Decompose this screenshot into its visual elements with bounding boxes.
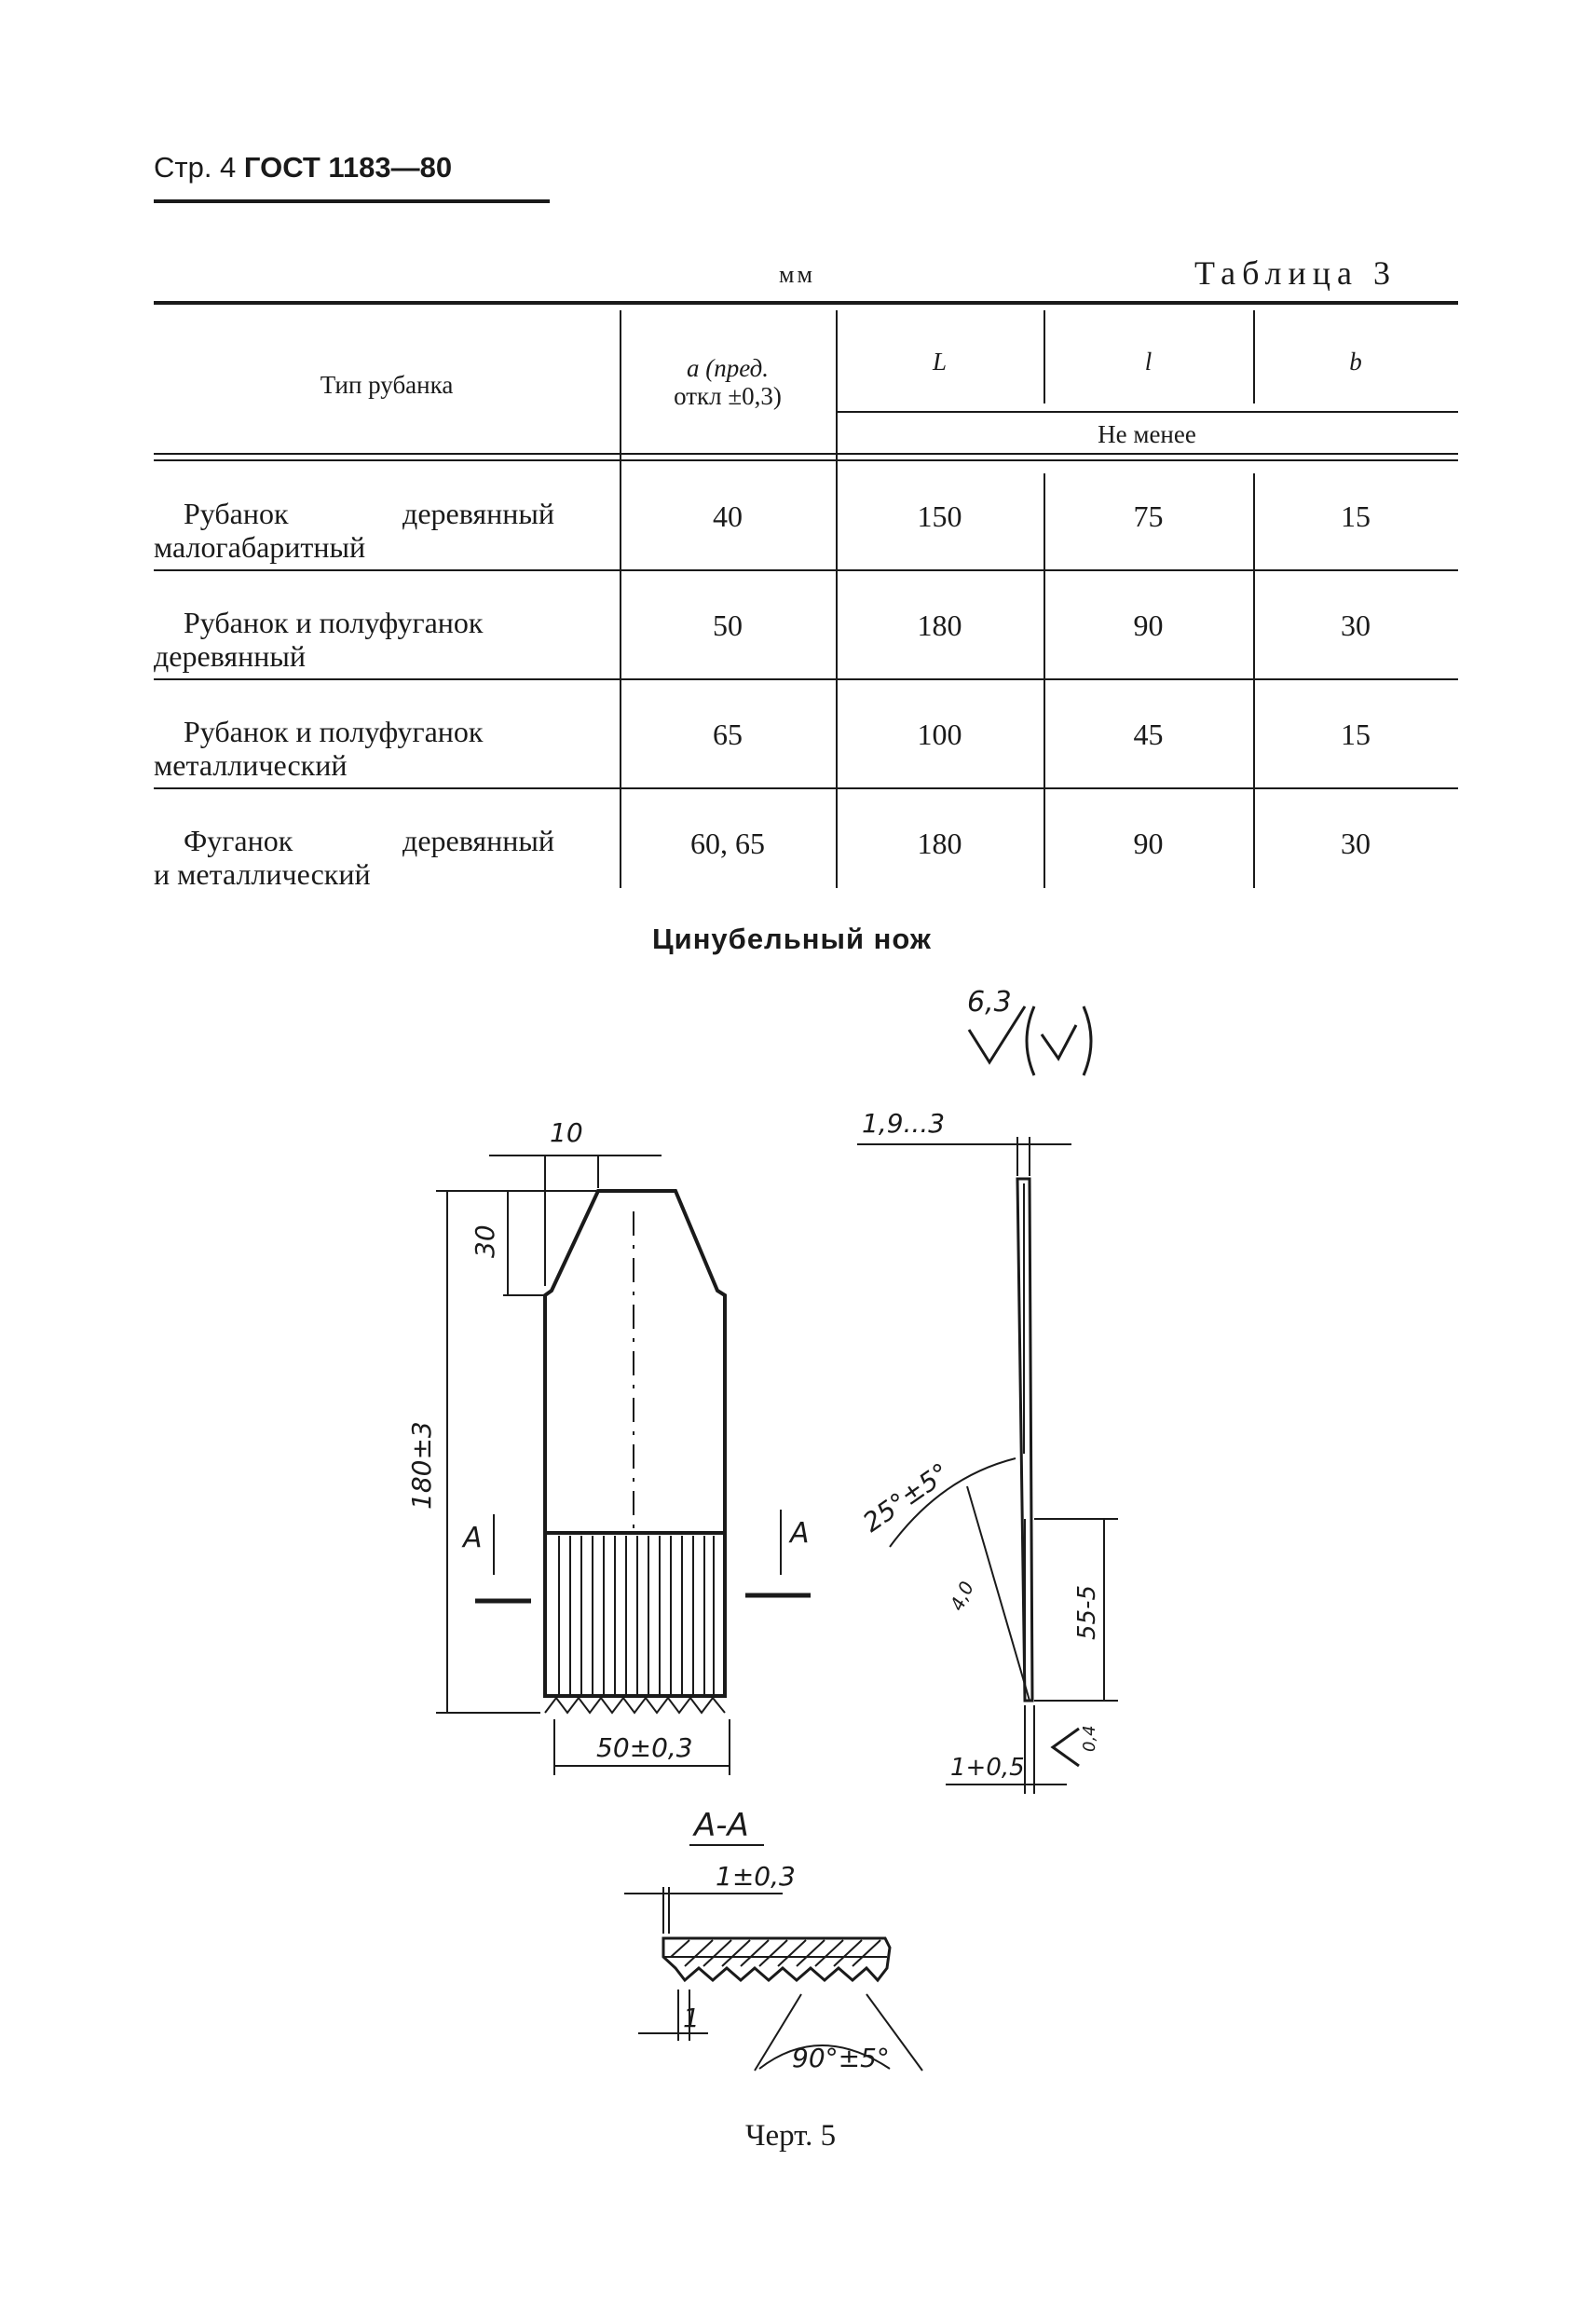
page-number: Стр. 4 [154, 151, 237, 184]
row-2-a: 50 [713, 609, 743, 642]
dim-length: 180±3 [406, 1421, 437, 1510]
col-header-not-less: Не менее [1098, 420, 1196, 448]
row-1-b: 15 [1341, 499, 1371, 533]
row-1-a: 40 [713, 499, 743, 533]
roughness-symbol [967, 986, 1091, 1075]
row-1-L: 150 [917, 499, 962, 533]
row-4-l: 90 [1133, 827, 1164, 860]
front-dimensions [406, 1117, 811, 1775]
dim-bevel-height: 30 [470, 1224, 500, 1258]
roughness-value: 6,3 [967, 986, 1012, 1019]
dim-top-width: 10 [550, 1117, 583, 1148]
section-mark-right: A [790, 1517, 810, 1550]
knife-side-view [967, 1179, 1032, 1701]
dim-depth: 1 [683, 2003, 700, 2033]
row-3-name: Рубанок и полуфуганок металлический [154, 715, 484, 782]
col-header-L: L [932, 348, 948, 376]
dim-pitch: 1±0,3 [716, 1861, 796, 1892]
row-4-L: 180 [917, 827, 962, 860]
col-header-b: b [1349, 348, 1362, 376]
col-header-l: l [1144, 348, 1153, 376]
dim-width: 50±0,3 [596, 1732, 693, 1763]
table-title: Таблица 3 [1194, 254, 1397, 292]
col-header-a-line2: откл ±0,3) [674, 382, 782, 410]
row-2-l: 90 [1133, 609, 1164, 642]
section-aa [624, 1807, 922, 2073]
row-2-L: 180 [917, 609, 962, 642]
row-3-b: 15 [1341, 718, 1371, 751]
section-title: А-А [694, 1807, 749, 1844]
dim-edge: 1+0,5 [950, 1754, 1025, 1782]
standard-number: ГОСТ 1183—80 [243, 151, 453, 184]
dim-angle: 25°±5° [857, 1456, 955, 1538]
table-units: мм [779, 261, 815, 288]
row-3-l: 45 [1133, 718, 1164, 751]
edge-roughness: 0,4 [1080, 1725, 1099, 1752]
side-dimensions [857, 1108, 1118, 1794]
row-2-b: 30 [1341, 609, 1371, 642]
knife-front-view [545, 1191, 725, 1713]
figure-title: Цинубельный нож [652, 923, 932, 955]
col-header-a-line1: a (пред. [687, 354, 769, 382]
row-4-b: 30 [1341, 827, 1371, 860]
row-3-L: 100 [917, 718, 962, 751]
dim-small: 4,0 [945, 1578, 978, 1615]
row-1-name: Рубанок деревянный малогабаритный [154, 497, 554, 564]
row-4-a: 60, 65 [690, 827, 765, 860]
col-header-type: Тип рубанка [320, 371, 454, 399]
section-mark-left: A [463, 1522, 483, 1554]
row-3-a: 65 [713, 718, 743, 751]
row-1-l: 75 [1133, 499, 1164, 533]
figure-caption: Черт. 5 [745, 2119, 837, 2153]
row-2-name: Рубанок и полуфуганок деревянный [154, 606, 484, 673]
dim-groove-length: 55-5 [1073, 1584, 1101, 1640]
row-4-name: Фуганок деревянный и металлический [154, 824, 554, 891]
dim-tooth-angle: 90°±5° [792, 2043, 890, 2073]
dim-thickness: 1,9...3 [862, 1108, 946, 1139]
